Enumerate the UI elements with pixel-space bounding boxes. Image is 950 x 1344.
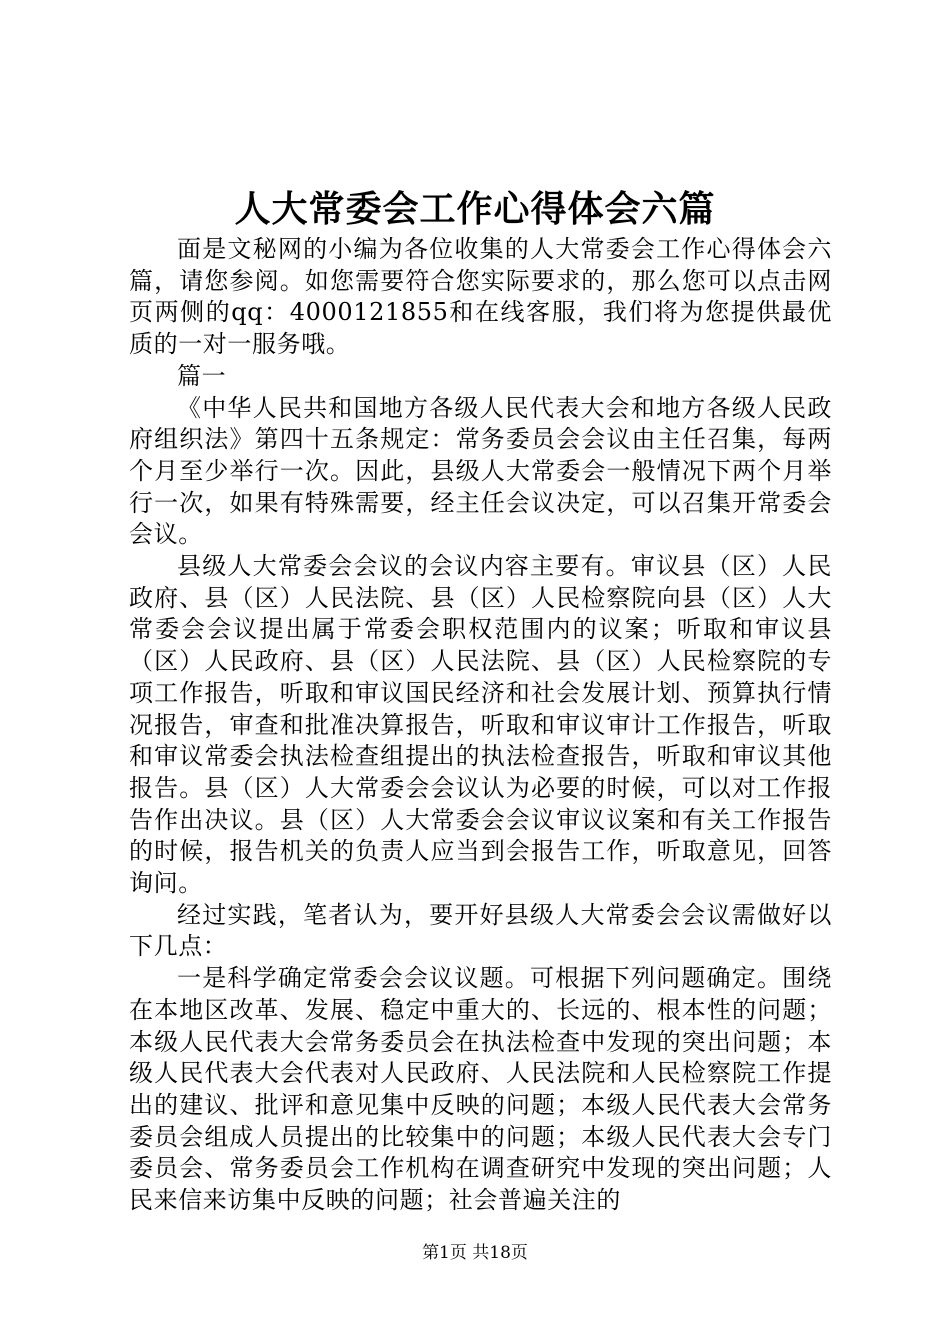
paragraph-practice: 经过实践，笔者认为，要开好县级人大常委会会议需做好以下几点：: [129, 900, 832, 961]
page-number-footer: 第1页 共18页: [422, 1243, 528, 1263]
document-title: 人大常委会工作心得体会六篇: [234, 188, 716, 230]
paragraph-organic-law: 《中华人民共和国地方各级人民代表大会和地方各级人民政府组织法》第四十五条规定：常务委员会会议由主任召集，每两个月至少举行一次。因此，县级人大常委会一般情况下两个月举行一次，如果有特殊需要，经主任会议决定，可以召集开常委会会议。: [129, 393, 832, 549]
section-heading-part-one: 篇一: [177, 361, 227, 390]
paragraph-intro: 面是文秘网的小编为各位收集的人大常委会工作心得体会六篇，请您参阅。如您需要符合您实际要求的，那么您可以点击网页两侧的qq：4000121855和在线客服，我们将为您提供最优质的一对一服务哦。: [129, 235, 832, 359]
paragraph-topics: 一是科学确定常委会会议议题。可根据下列问题确定。围绕在本地区改革、发展、稳定中重大的、长远的、根本性的问题；本级人民代表大会常务委员会在执法检查中发现的突出问题；本级人民代表大会代表对人民政府、人民法院和人民检察院工作提出的建议、批评和意见集中反映的问题；本级人民代表大会常务委员会组成人员提出的比较集中的问题；本级人民代表大会专门委员会、常务委员会工作机构在调查研究中发现的突出问题；人民来信来访集中反映的问题；社会普遍关注的: [129, 964, 832, 1215]
paragraph-meeting-content: 县级人大常委会会议的会议内容主要有。审议县（区）人民政府、县（区）人民法院、县（区）人民检察院向县（区）人大常委会会议提出属于常委会职权范围内的议案；听取和审议县（区）人民政府、县（区）人民法院、县（区）人民检察院的专项工作报告，听取和审议国民经济和社会发展计划、预算执行情况报告，审查和批准决算报告，听取和审议审计工作报告，听取和审议常委会执法检查组提出的执法检查报告，听取和审议其他报告。县（区）人大常委会会议认为必要的时候，可以对工作报告作出决议。县（区）人大常委会会议审议议案和有关工作报告的时候，报告机关的负责人应当到会报告工作，听取意见，回答询问。: [129, 552, 832, 898]
document-body: [129, 234, 832, 1217]
